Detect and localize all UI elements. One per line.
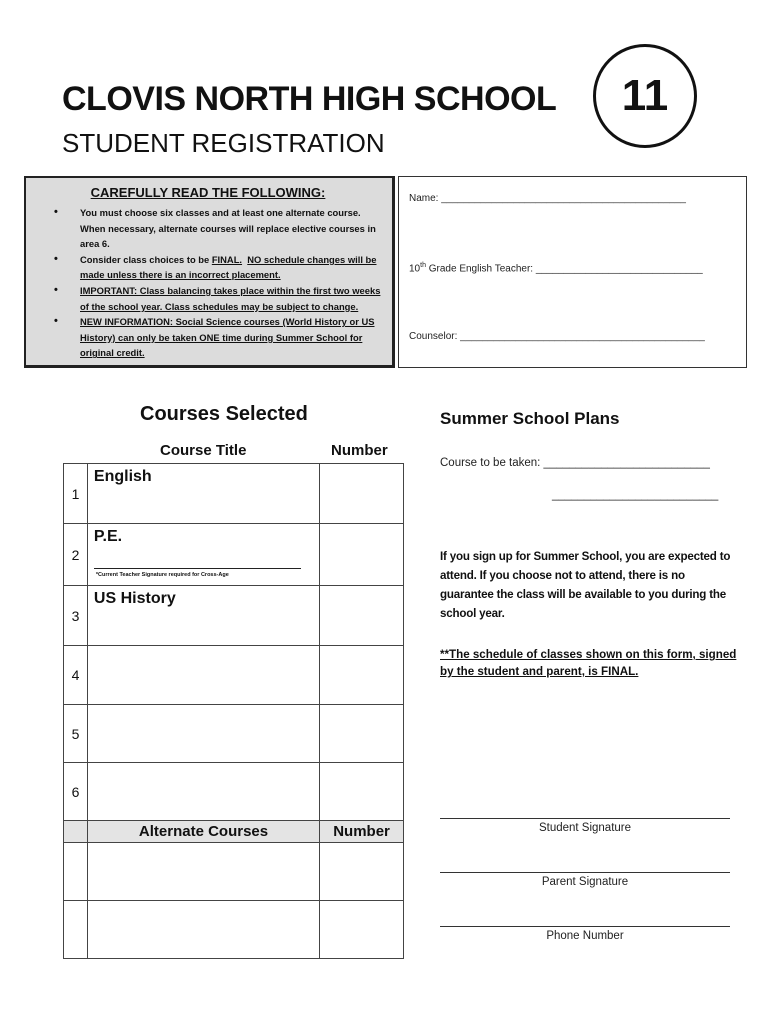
course-number-cell[interactable] <box>320 646 404 705</box>
row-number: 5 <box>64 705 88 763</box>
summer-course-field[interactable]: Course to be taken: __________________________ <box>440 457 710 469</box>
alternate-number-cell[interactable] <box>320 843 404 901</box>
instruction-item <box>34 252 382 283</box>
course-title-cell[interactable] <box>87 524 319 586</box>
alt-blank-cell <box>64 821 88 843</box>
row-number: 2 <box>64 524 88 586</box>
summer-course-field-2[interactable]: __________________________ <box>552 489 719 501</box>
alternate-header-row <box>64 821 404 843</box>
grade-badge: 11 <box>593 44 697 148</box>
course-title-header: Course Title <box>160 442 247 459</box>
instruction-item <box>34 283 382 314</box>
row-number: 4 <box>64 646 88 705</box>
table-row <box>64 901 404 959</box>
student-info-box <box>398 176 747 368</box>
instruction-text: You must choose six classes and at least one alternate course. When necessary, alternate courses will replace elective courses in area 6. <box>80 207 376 250</box>
counselor-field[interactable]: Counselor: ____________________________________________ <box>409 331 705 342</box>
table-row <box>64 763 404 821</box>
cross-age-note: *Current Teacher Signature required for Cross-Age <box>95 572 229 578</box>
course-title: US History <box>93 590 176 607</box>
name-field[interactable]: Name: ____________________________________________ <box>409 193 686 204</box>
summer-attendance-note: If you sign up for Summer School, you are expected to attend. If you choose not to attend, there is no guarantee the class will be available to you during the school year. <box>440 550 731 620</box>
alternate-courses-header: Alternate Courses <box>87 821 319 843</box>
summer-school-title: Summer School Plans <box>440 409 620 428</box>
teacher-grade: 10 <box>409 263 421 275</box>
course-title-cell[interactable] <box>87 763 319 821</box>
table-row <box>64 586 404 646</box>
student-signature-line[interactable] <box>440 818 730 819</box>
form-title: STUDENT REGISTRATION <box>62 128 385 158</box>
instructions-heading: CAREFULLY READ THE FOLLOWING: <box>90 185 326 200</box>
number-header: Number <box>331 442 388 459</box>
course-title-cell[interactable] <box>87 705 319 763</box>
instruction-text: NO schedule changes will be made unless there is an incorrect placement. <box>80 253 377 281</box>
table-row <box>64 646 404 705</box>
instruction-item <box>34 205 382 252</box>
course-title-cell[interactable] <box>87 646 319 705</box>
course-number-cell[interactable] <box>320 763 404 821</box>
course-title: P.E. <box>93 528 123 545</box>
table-row <box>64 464 404 524</box>
alternate-number-cell[interactable] <box>320 901 404 959</box>
table-row <box>64 705 404 763</box>
instructions-list <box>34 205 382 361</box>
course-number-cell[interactable] <box>320 586 404 646</box>
instructions-box <box>24 176 395 368</box>
instruction-text: Consider class choices to be <box>80 253 212 265</box>
english-teacher-field[interactable] <box>409 262 703 274</box>
teacher-signature-line[interactable] <box>94 568 301 569</box>
parent-signature-label: Parent Signature <box>541 876 629 888</box>
instruction-text: FINAL. <box>211 253 243 265</box>
teacher-grade-suffix: th <box>420 262 426 269</box>
table-row <box>64 524 404 586</box>
alternate-course-cell[interactable] <box>87 901 319 959</box>
courses-table <box>63 463 404 959</box>
courses-selected-title: Courses Selected <box>140 403 308 425</box>
instruction-text: IMPORTANT: Class balancing takes place within the first two weeks of the school year. Class schedules may be subject to change. <box>80 284 381 312</box>
student-signature-label: Student Signature <box>538 822 632 834</box>
row-number: 3 <box>64 586 88 646</box>
alternate-course-cell[interactable] <box>87 843 319 901</box>
school-name: CLOVIS NORTH HIGH SCHOOL <box>62 80 557 118</box>
course-title-cell[interactable] <box>87 464 319 524</box>
course-number-cell[interactable] <box>320 705 404 763</box>
course-number-cell[interactable] <box>320 464 404 524</box>
phone-number-line[interactable] <box>440 926 730 927</box>
row-number: 1 <box>64 464 88 524</box>
instruction-text: NEW INFORMATION: Social Science courses (World History or US History) can only be taken ONE time during Summer School for original credit. <box>80 316 375 359</box>
instruction-item <box>34 314 382 361</box>
course-title-cell[interactable] <box>87 586 319 646</box>
alt-blank-cell <box>64 901 88 959</box>
alt-blank-cell <box>64 843 88 901</box>
parent-signature-line[interactable] <box>440 872 730 873</box>
course-title: English <box>93 468 152 485</box>
course-number-cell[interactable] <box>320 524 404 586</box>
phone-number-label: Phone Number <box>546 930 624 942</box>
schedule-final-note: **The schedule of classes shown on this form, signed by the student and parent, is FINAL. <box>440 648 737 678</box>
row-number: 6 <box>64 763 88 821</box>
alternate-number-header: Number <box>320 821 404 843</box>
table-row <box>64 843 404 901</box>
teacher-label: Grade English Teacher: ______________________________ <box>425 263 703 275</box>
